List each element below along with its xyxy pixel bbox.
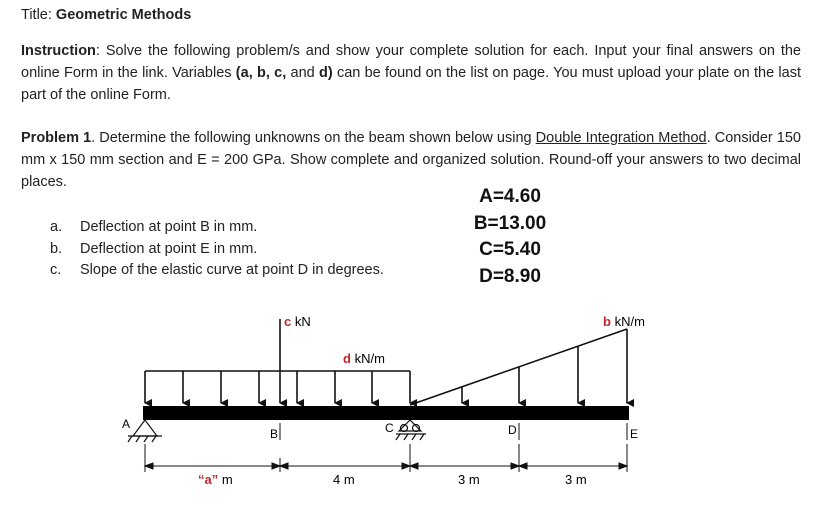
support-c-roller [396,420,426,440]
support-a-pin [128,420,162,442]
answer-c: C=5.40 [479,239,541,260]
dimension-cd: 3 m [458,472,480,487]
list-item: c. Slope of the elastic curve at point D in degrees. [50,262,384,278]
beam [143,406,629,420]
dimension-de: 3 m [565,472,587,487]
method-link: Double Integration Method [535,130,707,146]
udl-label: d kN/m [343,351,385,366]
dimension-bc: 4 m [333,472,355,487]
dimension-a: “a” m [198,472,233,487]
point-label-a: A [122,417,131,431]
answer-b: B=13.00 [473,212,547,234]
udl-arrows [145,371,410,403]
title-label: Title: [21,7,52,23]
triangular-load-label: b kN/m [603,314,645,329]
point-label-c: C [385,421,394,435]
answer-d: D=8.90 [479,265,541,287]
problem-paragraph: Problem 1. Determine the following unknowns on the beam shown below using Double Integration Method. Consider 150 mm x 150 mm section and E = 200 GPa. Show complete and organized solution. Round-off your answers to two decimal places. [21,130,801,190]
variable-list: (a, b, c, [235,65,291,81]
problem-label: Problem 1 [21,130,92,146]
instruction-paragraph: Instruction: Solve the following problem/s and show your complete solution for each. Input your final answers on the online Form in the link. Variables (a, b, c, and d) can be found on the list on page. You must upload your plate on the last part of the online Form. [21,43,801,103]
point-label-d: D [508,423,517,437]
title-value: Geometric Methods [55,7,192,23]
point-load-label: c kN [284,314,311,329]
triangular-load [410,329,627,405]
instruction-label: Instruction [21,43,96,59]
point-label-b: B [270,427,279,441]
list-item: a. Deflection at point B in mm. [50,219,258,235]
point-label-e: E [630,427,639,441]
list-item: b. Deflection at point E in mm. [50,240,258,257]
answer-a: A=4.60 [479,186,541,207]
dimension-lines [145,444,627,472]
